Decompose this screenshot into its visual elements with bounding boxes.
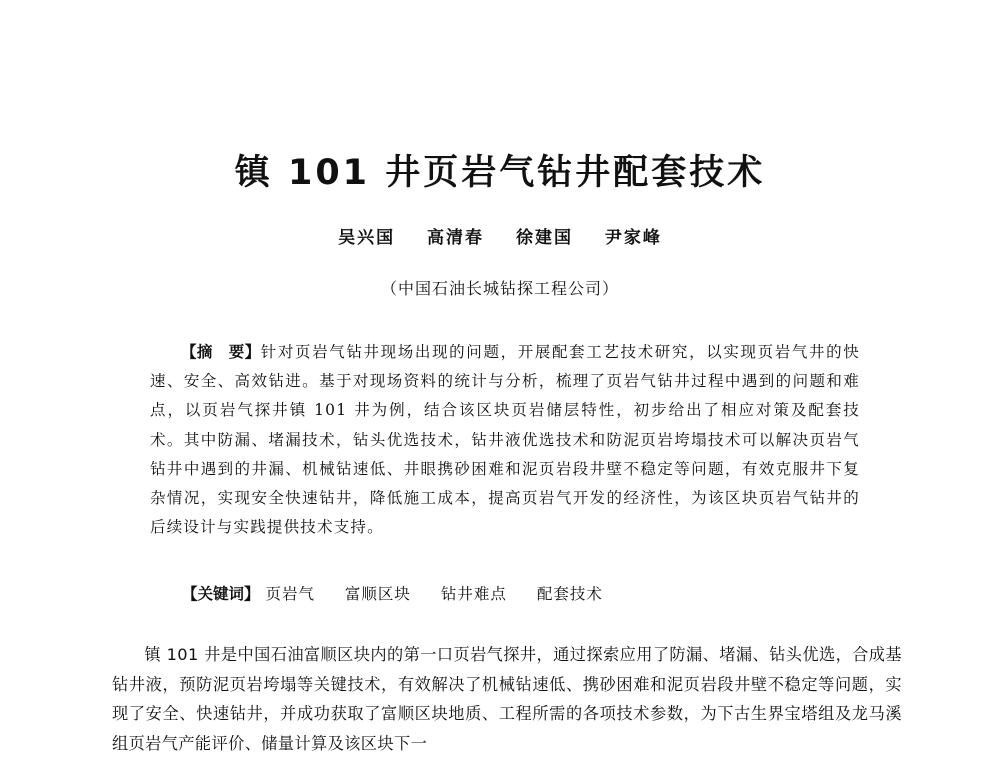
body-paragraph: 镇 101 井是中国石油富顺区块内的第一口页岩气探井，通过探索应用了防漏、堵漏、钻头优选，合成基钻井液，预防泥页岩垮塌等关键技术，有效解决了机械钻速低、携砂困难和泥页岩段井壁不稳定等问题，实现了安全、快速钻井，并成功获取了富顺区块地质、工程所需的各项技术参数，为下古生界宝塔组及龙马溪组页岩气产能评价、储量计算及该区块下一 (112, 645, 902, 753)
author-list (0, 226, 1000, 250)
keyword: 富顺区块 (344, 585, 411, 603)
abstract-label: 【摘 要】 (181, 343, 261, 361)
author-name: 高清春 (427, 228, 485, 248)
abstract-text: 针对页岩气钻井现场出现的问题，开展配套工艺技术研究，以实现页岩气井的快速、安全、高效钻进。基于对现场资料的统计与分析，梳理了页岩气钻井过程中遇到的问题和难点，以页岩气探井镇 101 井为例，结合该区块页岩储层特性，初步给出了相应对策及配套技术。其中防漏、堵漏技术，钻头优选技术，钻井液优选技术和防泥页岩垮塌技术可以解决页岩气钻井中遇到的井漏、机械钻速低、井眼携砂困难和泥页岩段井壁不稳定等问题，有效克服井下复杂情况，实现安全快速钻井，降低施工成本，提高页岩气开发的经济性，为该区块页岩气钻井的后续设计与实践提供技术支持。 (150, 343, 860, 537)
author-name: 徐建国 (515, 228, 573, 248)
keyword: 配套技术 (536, 585, 603, 603)
abstract (150, 338, 860, 542)
keyword: 钻井难点 (440, 585, 507, 603)
keywords-label: 【关键词】 (182, 585, 260, 603)
keywords (182, 580, 862, 608)
paper-title: 镇 101 井页岩气钻井配套技术 (234, 153, 766, 193)
author-name: 尹家峰 (604, 228, 662, 248)
keyword: 页岩气 (265, 585, 315, 603)
affiliation: （中国石油长城钻探工程公司） (380, 279, 619, 298)
author-name: 吴兴国 (338, 228, 396, 248)
